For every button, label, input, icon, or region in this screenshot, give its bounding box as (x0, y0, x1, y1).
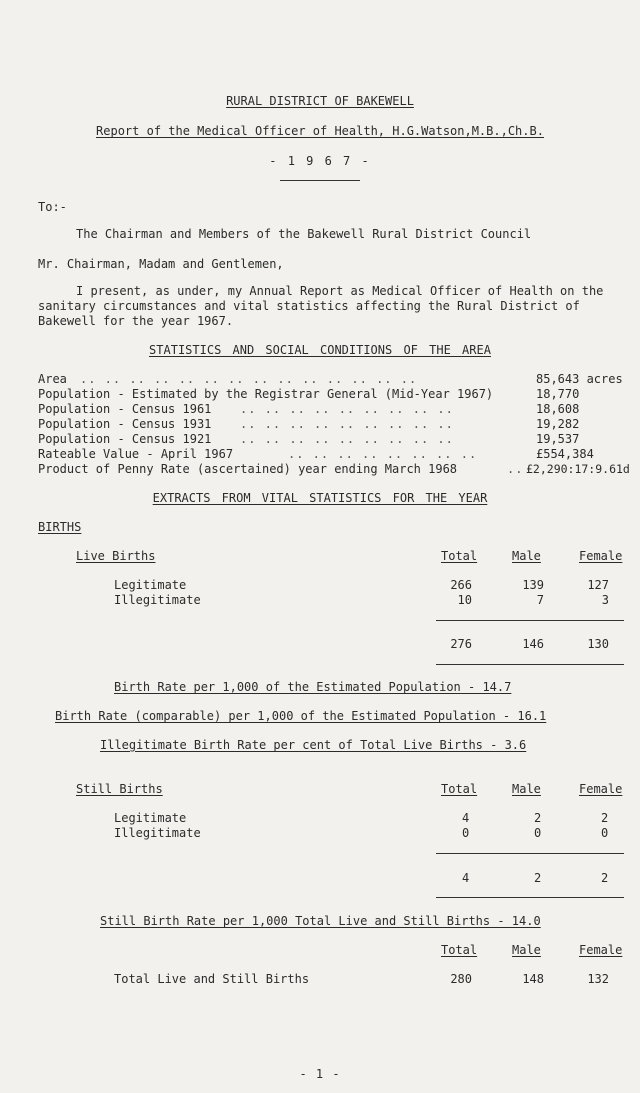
stat-label-census-1931: Population - Census 1931 (38, 417, 212, 431)
total-col-male: Male (512, 943, 541, 957)
live-col-male: Male (512, 549, 541, 563)
live-legitimate-male: 139 (522, 578, 544, 592)
live-sum-female: 130 (587, 637, 609, 651)
births-heading: BIRTHS (38, 520, 82, 534)
live-legitimate-total: 266 (450, 578, 472, 592)
stat-leader-rateable: .. .. .. .. .. .. .. .. (288, 447, 478, 461)
birth-rate: Birth Rate per 1,000 of the Estimated Population - 14.7 (114, 680, 512, 694)
stat-value-census-1921: 19,537 (536, 432, 580, 446)
total-col-total: Total (441, 943, 478, 957)
stat-label-estimated: Population - Estimated by the Registrar General (Mid-Year 1967) (38, 387, 494, 401)
live-sum-total: 276 (450, 637, 472, 651)
stat-leader-area: .. .. .. .. .. .. .. .. .. .. .. .. .. .. (80, 372, 418, 386)
stat-value-penny-rate: £2,290:17:9.61d (526, 462, 630, 476)
stat-value-census-1961: 18,608 (536, 402, 580, 416)
stat-leader-census-1921: .. .. .. .. .. .. .. .. .. (240, 432, 454, 446)
total-births-female: 132 (587, 972, 609, 986)
paragraph-line-2: sanitary circumstances and vital statistics affecting the Rural District of (38, 299, 580, 313)
still-sum-rule-top (436, 853, 624, 854)
still-sum-female: 2 (601, 871, 609, 885)
stat-value-area: 85,643 acres (536, 372, 623, 386)
still-birth-rate: Still Birth Rate per 1,000 Total Live and Still Births - 14.0 (100, 914, 541, 928)
live-illegitimate-total: 10 (457, 593, 472, 607)
still-legitimate-total: 4 (462, 811, 470, 825)
paragraph-line-1: I present, as under, my Annual Report as Medical Officer of Health on the (76, 284, 604, 298)
live-illegitimate-male: 7 (536, 593, 544, 607)
still-illegitimate-female: 0 (601, 826, 609, 840)
statistics-heading: STATISTICS AND SOCIAL CONDITIONS OF THE AREA (149, 343, 491, 357)
still-legitimate-label: Legitimate (114, 811, 187, 825)
live-illegitimate-label: Illegitimate (114, 593, 201, 607)
paragraph-line-3: Bakewell for the year 1967. (38, 314, 234, 328)
stat-label-penny-rate: Product of Penny Rate (ascertained) year ending March 1968 (38, 462, 458, 476)
year-rule (280, 180, 360, 181)
still-col-total: Total (441, 782, 478, 796)
district-title: RURAL DISTRICT OF BAKEWELL (226, 94, 414, 108)
live-legitimate-female: 127 (587, 578, 609, 592)
stat-leader-penny-rate: .. (507, 462, 524, 476)
live-sum-male: 146 (522, 637, 544, 651)
total-col-female: Female (579, 943, 623, 957)
stat-label-area: Area (38, 372, 67, 386)
still-illegitimate-label: Illegitimate (114, 826, 201, 840)
total-births-total: 280 (450, 972, 472, 986)
illegitimate-birth-rate: Illegitimate Birth Rate per cent of Total Live Births - 3.6 (100, 738, 527, 752)
total-births-male: 148 (522, 972, 544, 986)
still-col-male: Male (512, 782, 541, 796)
addressee: The Chairman and Members of the Bakewell Rural District Council (76, 227, 532, 241)
stat-leader-census-1931: .. .. .. .. .. .. .. .. .. (240, 417, 454, 431)
still-illegitimate-male: 0 (534, 826, 542, 840)
extracts-heading: EXTRACTS FROM VITAL STATISTICS FOR THE YEAR (152, 491, 488, 505)
live-births-label: Live Births (76, 549, 156, 563)
stat-label-rateable: Rateable Value - April 1967 (38, 447, 234, 461)
stat-value-census-1931: 19,282 (536, 417, 580, 431)
live-col-female: Female (579, 549, 623, 563)
report-year: - 1 9 6 7 - (269, 154, 371, 168)
to-line: To:- (38, 200, 67, 214)
stat-label-census-1921: Population - Census 1921 (38, 432, 212, 446)
live-legitimate-label: Legitimate (114, 578, 187, 592)
still-legitimate-male: 2 (534, 811, 542, 825)
page-number: - 1 - (299, 1067, 341, 1081)
still-illegitimate-total: 0 (462, 826, 470, 840)
still-sum-male: 2 (534, 871, 542, 885)
salutation: Mr. Chairman, Madam and Gentlemen, (38, 257, 284, 271)
live-col-total: Total (441, 549, 478, 563)
live-sum-rule-top (436, 620, 624, 621)
live-sum-rule-bottom (436, 664, 624, 665)
total-births-label: Total Live and Still Births (114, 972, 310, 986)
stat-value-estimated: 18,770 (536, 387, 580, 401)
stat-label-census-1961: Population - Census 1961 (38, 402, 212, 416)
report-title: Report of the Medical Officer of Health, H.G.Watson,M.B.,Ch.B. (96, 124, 544, 138)
still-sum-rule-bottom (436, 897, 624, 898)
still-births-label: Still Births (76, 782, 163, 796)
still-legitimate-female: 2 (601, 811, 609, 825)
live-illegitimate-female: 3 (601, 593, 609, 607)
birth-rate-comparable: Birth Rate (comparable) per 1,000 of the Estimated Population - 16.1 (55, 709, 547, 723)
stat-leader-census-1961: .. .. .. .. .. .. .. .. .. (240, 402, 454, 416)
still-sum-total: 4 (462, 871, 470, 885)
still-col-female: Female (579, 782, 623, 796)
stat-value-rateable: £554,384 (536, 447, 594, 461)
